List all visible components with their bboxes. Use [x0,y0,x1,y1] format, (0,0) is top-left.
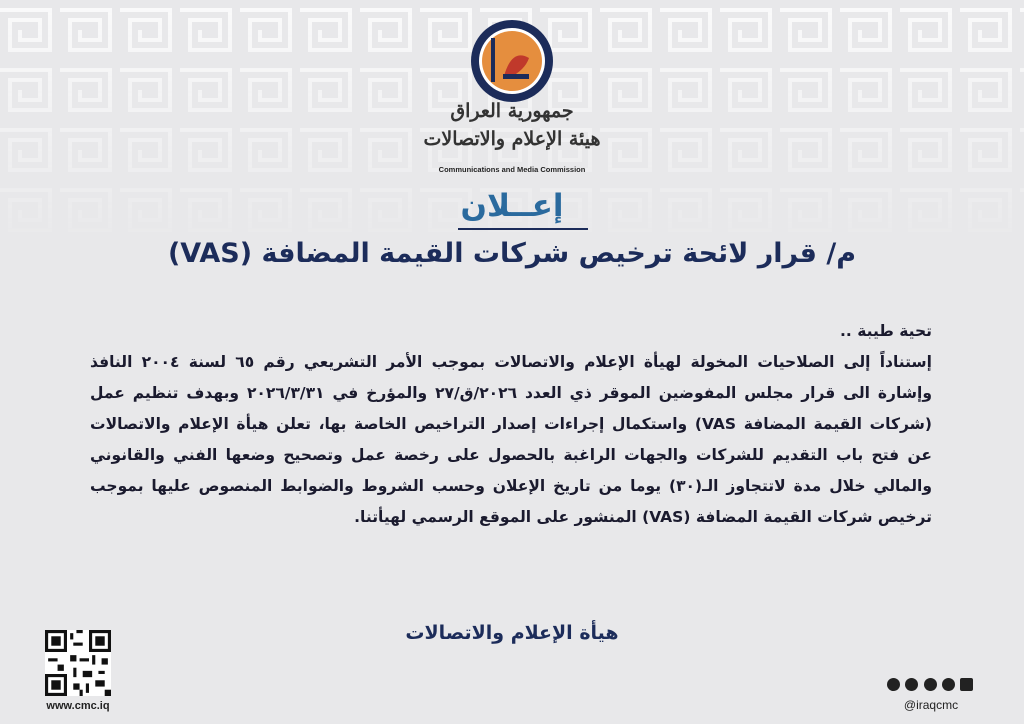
instagram-icon[interactable] [924,678,937,691]
org-name-en: Communications and Media Commission [438,165,586,174]
whatsapp-icon[interactable] [942,678,955,691]
body-paragraph: إستناداً إلى الصلاحيات المخولة لهيأة الإعلام والاتصالات بموجب الأمر التشريعي رقم ٦٥ لسنة ٢٠٠٤ النافذ وإشارة الى قرار مجلس المفوضين الموقر ذي العدد ٢٠٢٦/ق/٢٧ والمؤرخ في ٢٠٢٦/٣/٣١ وبهدف تنظيم عمل (شركات القيمة المضافة VAS) واستكمال إجراءات إصدار التراخيص الخاصة بها، تعلن هيأة الإعلام والاتصالات عن فتح باب التقديم للشركات والجهات الراغبة بالحصول على رخصة عمل وتصحيح وضعها الفني والقانوني والمالي خلال مدة لاتتجاوز الـ(٣٠) يوما من تاريخ الإعلان وحسب الشروط والضوابط المنصوص عليها بموجب ترخيص شركات القيمة المضافة (VAS) المنشور على الموقع الرسمي لهيأتنا. [90,353,932,526]
org-name-ar-line2: هيئة الإعلام والاتصالات [423,128,601,150]
facebook-icon[interactable] [887,678,900,691]
greeting: تحية طيبة .. [840,322,932,340]
title-underline [458,228,588,230]
x-icon[interactable] [960,678,973,691]
signature: هيأة الإعلام والاتصالات [405,622,619,644]
website-link[interactable]: www.cmc.iq [46,700,110,712]
social-icons [887,678,973,694]
qr-code [45,630,111,696]
commission-logo [454,18,570,108]
announcement-body [90,316,932,533]
social-handle[interactable]: @iraqcmc [903,698,959,712]
telegram-icon[interactable] [905,678,918,691]
announcement-title: إعــلان [460,188,564,224]
announcement-subject: م/ قرار لائحة ترخيص شركات القيمة المضافة (VAS) [167,238,857,269]
org-name-ar-line1: جمهورية العراق [450,100,574,122]
